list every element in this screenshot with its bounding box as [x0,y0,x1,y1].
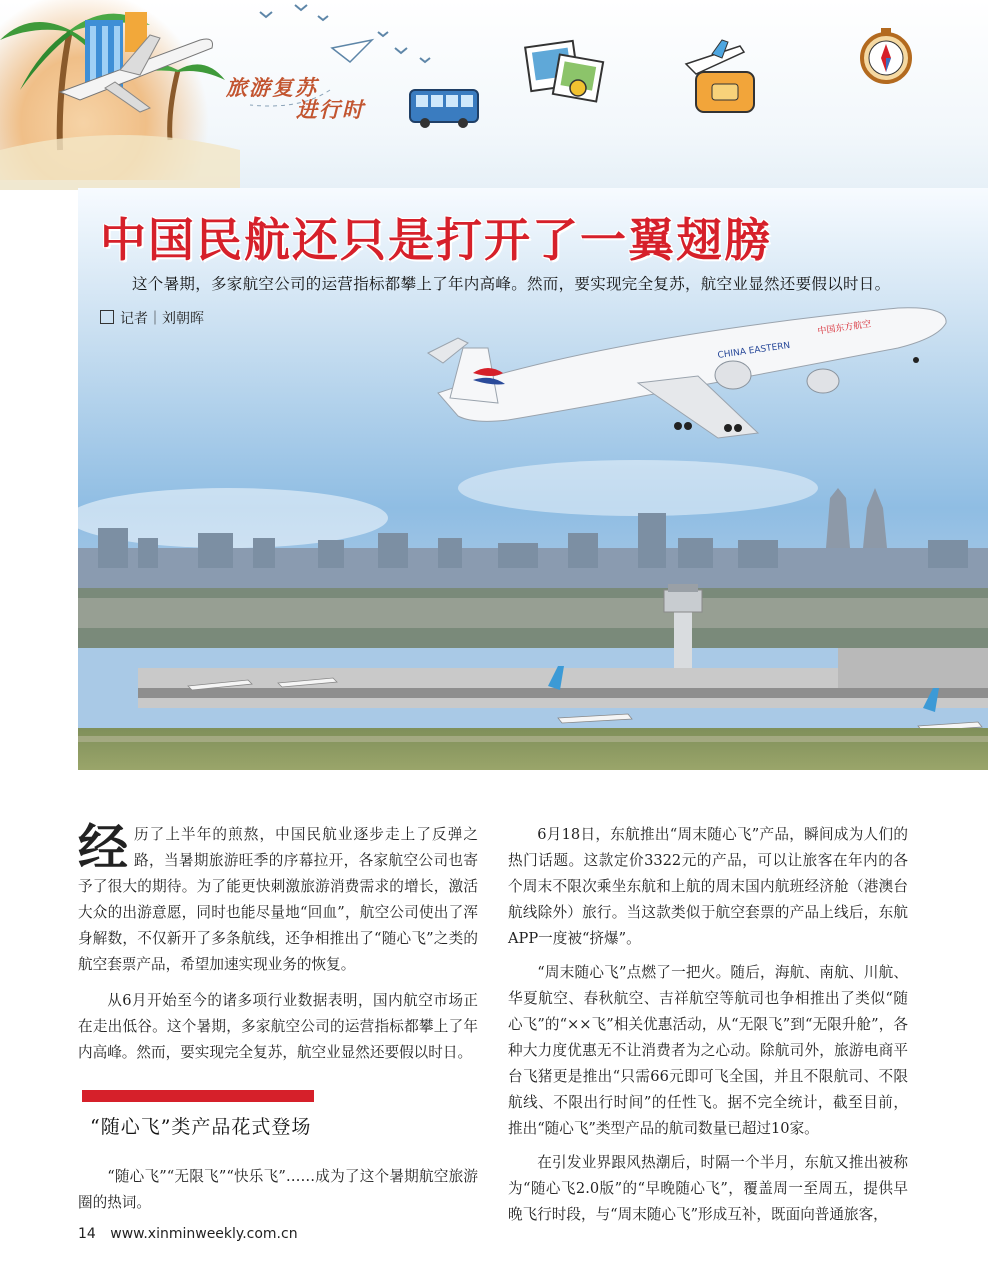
section-bar [82,1090,314,1102]
body-column-1-tail [78,1164,478,1216]
headline: 中国民航还只是打开了一翼翅膀 [100,213,772,267]
byline-text: 记者｜刘朝晖 [120,311,204,327]
drop-cap: 经 [78,818,128,877]
body-column-1 [78,818,478,1066]
paragraph: 从6月开始至今的诸多项行业数据表明，国内航空市场正在走出低谷。这个暑期，多家航空公司的运营指标都攀上了年内高峰。然而，要实现完全复苏，航空业显然还要假以时日。 [78,992,478,1061]
compass-icon [862,28,910,82]
body-column-2 [508,822,908,1228]
banner-illustrations [0,0,988,190]
paragraph: 6月18日，东航推出“周末随心飞”产品，瞬间成为人们的热门话题。这款定价3322元的产品，可以让旅客在年内的各个周末不限次乘坐东航和上航的周末国内航班经济舱（港澳台航线除外）旅行。当这款类似于航空套票的产品上线后，东航APP一度被“挤爆”。 [508,826,908,947]
paragraph: “周末随心飞”点燃了一把火。随后，海航、南航、川航、华夏航空、春秋航空、吉祥航空等航司也争相推出了类似“随心飞”的“××飞”相关优惠活动，从“无限飞”到“无限升舱”，各种大力度优惠无不让消费者为之心动。除航司外，旅游电商平台飞猪更是推出“只需66元即可飞全国，并且不限航司、不限航线、不限出行时间”的任性飞。据不完全统计，截至目前，推出“随心飞”类型产品的航司数量已超过10家。 [508,964,908,1137]
deck: 这个暑期，多家航空公司的运营指标都攀上了年内高峰。然而，要实现完全复苏，航空业显然还要假以时日。 [132,275,891,293]
paragraph: 在引发业界跟风热潮后，时隔一个半月，东航又推出被称为“随心飞2.0版”的“早晚随心飞”，覆盖周一至周五，提供早晚飞行时段，与“周末随心飞”形成互补，既面向普通旅客， [508,1154,908,1223]
byline [100,308,204,328]
pen-icon [100,310,114,324]
section-title: “随心飞”类产品花式登场 [90,1116,312,1138]
photos-icon [525,41,603,102]
header-banner [0,0,988,190]
luggage-icon [686,40,754,112]
paragraph-text: 历了上半年的煎熬，中国民航业逐步走上了反弹之路，当暑期旅游旺季的序幕拉开，各家航空公司也寄予了很大的期待。为了能更快刺激旅游消费需求的增长，激活大众的出游意愿，同时也能尽量地“回血”，航空公司使出了浑身解数，不仅新开了多条航线，还争相推出了“随心飞”之类的航空套票产品，希望加速实现业务的恢复。 [78,826,478,973]
livery-cn: 中国东方航空 [817,319,872,337]
paragraph [78,818,478,978]
paragraph: “随心飞”“无限飞”“快乐飞”……成为了这个暑期航空旅游圈的热词。 [78,1168,478,1211]
page-number: 14 [78,1226,96,1242]
banner-title-line2: 进行时 [296,98,365,122]
page-footer [78,1226,298,1242]
livery-en: CHINA EASTERN [717,340,791,361]
banner-title-line1: 旅游复苏 [226,76,318,100]
paper-plane-icon [332,40,372,62]
website-url: www.xinminweekly.com.cn [110,1226,298,1242]
bus-icon [410,90,478,128]
